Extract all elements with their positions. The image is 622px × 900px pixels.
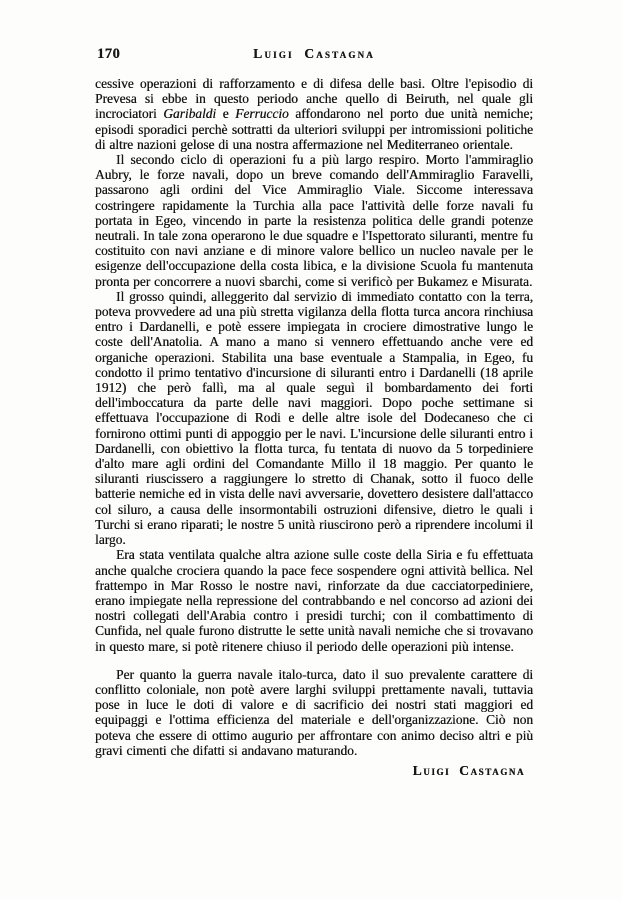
paragraph: Il secondo ciclo di operazioni fu a più largo respiro. Morto l'ammiraglio Aubry, le forze navali, dopo un breve comando dell'Ammiraglio Faravelli, passarono agli ordini del Vice Ammiraglio Viale. Siccome interessava costringere rapidamente la Turchia alla pace l'attività delle forze navali fu portata in Egeo, vincendo in parte la resistenza politica delle grandi potenze neutrali. In tale zona operarono le due squadre e l'Ispettorato siluranti, mentre fu costituito con navi anziane e di minore valore bellico un nucleo navale per le esigenze dell'occupazione della costa libica, e la divisione Scuola fu mantenuta pronta per concorrere a nuovi sbarchi, come si verificò per Bukamez e Misurata. [95, 152, 533, 289]
page-header [95, 46, 533, 66]
paragraph-text: affondarono nel porto due unità nemiche; episodi sporadici perchè sottratti da ulteriori sviluppi per intromissioni politiche di altre nazioni gelose di una nostra affermazione nel Mediterraneo orientale. [95, 106, 533, 152]
paragraph-conclusion: Per quanto la guerra navale italo-turca, dato il suo prevalente carattere di conflitto coloniale, non potè avere larghi sviluppi prettamente navali, tuttavia pose in luce le doti di valore e di sacrificio dei nostri stati maggiori ed equipaggi e l'ottima efficienza del materiale e dell'organizzazione. Ciò non poteva che essere di ottimo augurio per affrontare con animo deciso altri e più gravi cimenti che difatti si andavano maturando. [95, 666, 533, 758]
ship-name-garibaldi: Garibaldi [163, 106, 217, 122]
running-title: Luigi Castagna [253, 46, 375, 61]
paragraph: Il grosso quindi, alleggerito dal servizio di immediato contatto con la terra, poteva provvedere ad una più stretta vigilanza della flotta turca ancora rinchiusa entro i Dardanelli, e potè essere impiegata in crociere dimostrative lungo le coste dell'Anatolia. A mano a mano si vennero effettuando anche vere ed organiche operazioni. Stabilita una base eventuale a Stampalia, in Egeo, fu condotto il primo tentativo d'incursione di siluranti entro i Dardanelli (18 aprile 1912) che però fallì, ma al quale seguì il bombardamento dei forti dell'imboccatura da parte delle navi maggiori. Dopo poche settimane si effettuava l'occupazione di Rodi e delle altre isole del Dodecaneso che ci fornirono ottimi punti di appoggio per le navi. L'incursione delle siluranti entro i Dardanelli, con obiettivo la flotta turca, fu tentata di nuovo da 5 torpediniere d'alto mare agli ordini del Comandante Millo il 18 maggio. Per quanto le siluranti riuscissero a raggiungere lo stretto di Chanak, sotto il fuoco delle batterie nemiche ed in vista delle navi avversarie, dovettero desistere dall'attacco col siluro, a causa delle insormontabili ostruzioni difensive, dietro le quali i Turchi si erano riparati; le nostre 5 unità riuscirono però a riprendere incolumi il largo. [95, 288, 533, 548]
body-text [95, 76, 533, 778]
paragraph-text: e [216, 106, 236, 122]
author-signature: Luigi Castagna [412, 762, 525, 778]
paragraph: Era stata ventilata qualche altra azione sulle coste della Siria e fu effettuata anche qualche crociera quando la pace fece sospendere ogni attività bellica. Nel frattempo in Mar Rosso le nostre navi, rinforzate da due cacciatorpediniere, erano impiegate nella repressione del contrabbando e nel concorso ad azioni dei nostri collegati dell'Arabia contro i presidi turchi; con il combattimento di Cunfida, nel quale furono distrutte le sette unità navali nemiche che si trovavano in questo mare, si potè ritenere chiuso il periodo delle operazioni più intense. [95, 547, 533, 654]
paragraph-text: cessive operazioni di rafforzamento e di difesa delle basi. Oltre l'episodio di Prevesa si ebbe in questo periodo anche quello di Beiruth, nel quale gli incrociatori [95, 76, 533, 122]
paragraph-continuation [95, 76, 533, 152]
page-number: 170 [97, 46, 121, 62]
ship-name-ferruccio: Ferruccio [235, 106, 289, 122]
